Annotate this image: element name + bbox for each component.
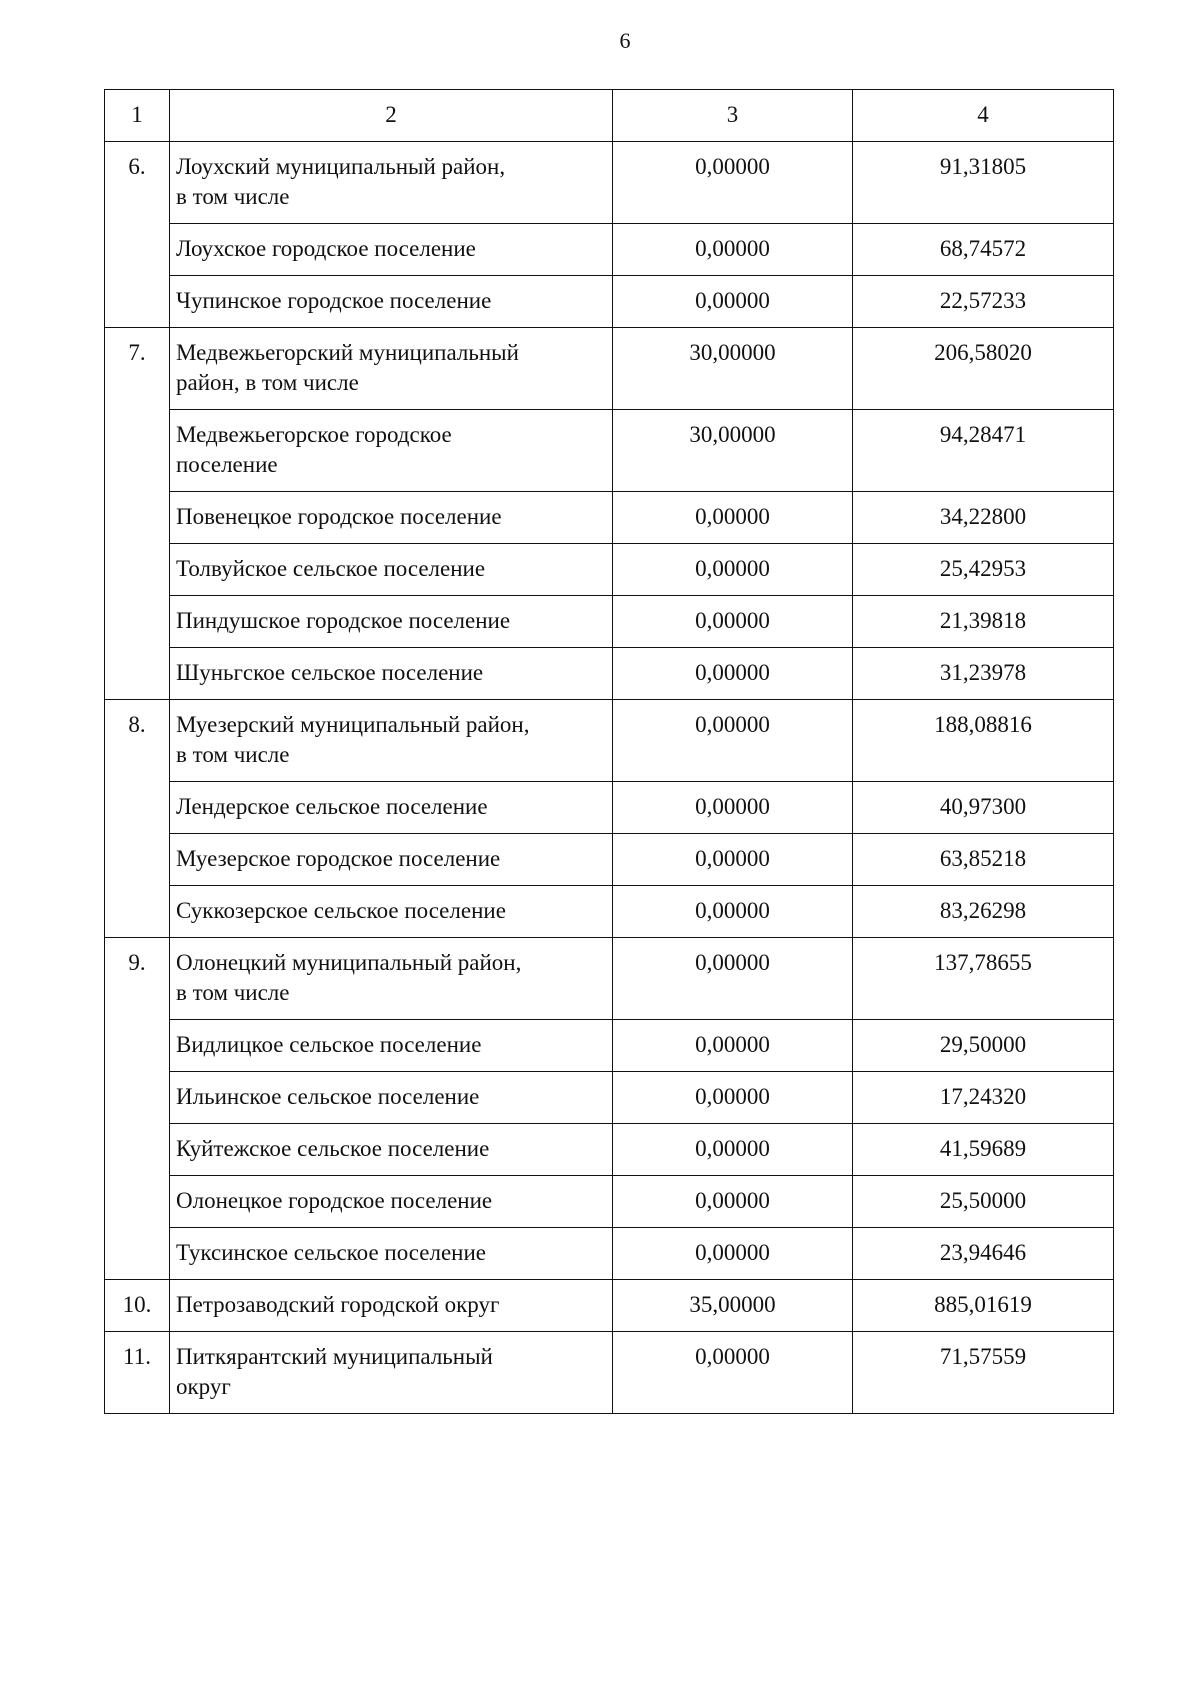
- municipality-name: [170, 328, 613, 410]
- value-column-3: 35,00000: [613, 1280, 853, 1332]
- value-column-4: 22,57233: [853, 276, 1114, 328]
- value-column-4: 23,94646: [853, 1228, 1114, 1280]
- value-column-3: 0,00000: [613, 834, 853, 886]
- table-row: [105, 328, 1114, 410]
- value-column-3: 0,00000: [613, 1332, 853, 1414]
- municipality-name: [170, 1020, 613, 1072]
- municipality-name-line: в том числе: [176, 980, 290, 1005]
- municipality-name-line: Петрозаводский городской округ: [176, 1292, 500, 1317]
- value-column-4: 17,24320: [853, 1072, 1114, 1124]
- municipality-name-line: Олонецкое городское поселение: [176, 1188, 493, 1213]
- table-row: [105, 276, 1114, 328]
- table-row: [105, 1228, 1114, 1280]
- municipality-name: [170, 1332, 613, 1414]
- value-column-3: 0,00000: [613, 544, 853, 596]
- municipality-name-line: Муезерский муниципальный район,: [176, 712, 530, 737]
- table-row: [105, 142, 1114, 224]
- value-column-4: 206,58020: [853, 328, 1114, 410]
- table-row: [105, 1124, 1114, 1176]
- value-column-4: 25,42953: [853, 544, 1114, 596]
- value-column-4: 137,78655: [853, 938, 1114, 1020]
- row-number: 6.: [105, 142, 170, 328]
- table-row: [105, 544, 1114, 596]
- municipality-name: [170, 782, 613, 834]
- municipality-name-line: Лоухский муниципальный район,: [176, 154, 506, 179]
- municipality-name-line: в том числе: [176, 184, 290, 209]
- table-row: [105, 224, 1114, 276]
- page-number: 6: [619, 28, 631, 53]
- value-column-3: 0,00000: [613, 276, 853, 328]
- value-column-3: 0,00000: [613, 596, 853, 648]
- value-column-4: 885,01619: [853, 1280, 1114, 1332]
- value-column-3: 0,00000: [613, 1124, 853, 1176]
- table-row: [105, 700, 1114, 782]
- table-row: [105, 596, 1114, 648]
- municipality-name-line: Ильинское сельское поселение: [176, 1084, 480, 1109]
- value-column-4: 188,08816: [853, 700, 1114, 782]
- municipality-name-line: Лендерское сельское поселение: [176, 794, 488, 819]
- municipality-name-line: Видлицкое сельское поселение: [176, 1032, 482, 1057]
- row-number: 7.: [105, 328, 170, 700]
- municipality-name: [170, 938, 613, 1020]
- municipality-name-line: Медвежьегорское городское: [176, 422, 452, 447]
- municipality-name: [170, 1176, 613, 1228]
- table-row: [105, 492, 1114, 544]
- municipality-name-line: Чупинское городское поселение: [176, 288, 492, 313]
- table-row: [105, 1280, 1114, 1332]
- municipality-name: [170, 492, 613, 544]
- value-column-3: 0,00000: [613, 938, 853, 1020]
- municipality-name-line: Муезерское городское поселение: [176, 846, 501, 871]
- municipality-name-line: Туксинское сельское поселение: [176, 1240, 486, 1265]
- value-column-3: 0,00000: [613, 1020, 853, 1072]
- value-column-4: 21,39818: [853, 596, 1114, 648]
- table-row: [105, 938, 1114, 1020]
- value-column-4: 41,59689: [853, 1124, 1114, 1176]
- value-column-3: 0,00000: [613, 224, 853, 276]
- value-column-3: 30,00000: [613, 410, 853, 492]
- municipality-name: [170, 1228, 613, 1280]
- value-column-3: 0,00000: [613, 782, 853, 834]
- table-row: [105, 648, 1114, 700]
- row-number: 8.: [105, 700, 170, 938]
- table-row: [105, 834, 1114, 886]
- municipality-name: [170, 276, 613, 328]
- municipality-name-line: Повенецкое городское поселение: [176, 504, 502, 529]
- value-column-3: 0,00000: [613, 142, 853, 224]
- municipality-name-line: поселение: [176, 452, 278, 477]
- value-column-4: 29,50000: [853, 1020, 1114, 1072]
- municipality-name: [170, 410, 613, 492]
- table-row: [105, 1176, 1114, 1228]
- municipality-name-line: в том числе: [176, 742, 290, 767]
- municipality-name-line: Лоухское городское поселение: [176, 236, 476, 261]
- table-row: [105, 1332, 1114, 1414]
- municipality-name: [170, 1072, 613, 1124]
- value-column-4: 40,97300: [853, 782, 1114, 834]
- municipality-name: [170, 142, 613, 224]
- table-row: [105, 886, 1114, 938]
- value-column-4: 83,26298: [853, 886, 1114, 938]
- municipality-name-line: Толвуйское сельское поселение: [176, 556, 486, 581]
- municipality-name-line: Олонецкий муниципальный район,: [176, 950, 522, 975]
- municipality-name-line: Питкярантский муниципальный: [176, 1344, 493, 1369]
- municipality-name: [170, 886, 613, 938]
- value-column-4: 71,57559: [853, 1332, 1114, 1414]
- table-body: [105, 90, 1114, 1414]
- value-column-3: 0,00000: [613, 648, 853, 700]
- municipality-name-line: Куйтежское сельское поселение: [176, 1136, 490, 1161]
- municipality-name: [170, 700, 613, 782]
- municipality-name: [170, 834, 613, 886]
- value-column-3: 0,00000: [613, 886, 853, 938]
- allocation-table: [104, 89, 1114, 1414]
- row-number: 10.: [105, 1280, 170, 1332]
- municipality-name: [170, 224, 613, 276]
- municipality-name-line: район, в том числе: [176, 370, 359, 395]
- municipality-name: [170, 544, 613, 596]
- value-column-4: 31,23978: [853, 648, 1114, 700]
- column-number-row: [105, 90, 1114, 142]
- row-number: 11.: [105, 1332, 170, 1414]
- column-number-2: 2: [170, 90, 613, 142]
- table-row: [105, 410, 1114, 492]
- value-column-3: 0,00000: [613, 700, 853, 782]
- value-column-3: 30,00000: [613, 328, 853, 410]
- column-number-3: 3: [613, 90, 853, 142]
- municipality-name: [170, 1124, 613, 1176]
- value-column-3: 0,00000: [613, 1176, 853, 1228]
- value-column-4: 63,85218: [853, 834, 1114, 886]
- value-column-4: 94,28471: [853, 410, 1114, 492]
- table-row: [105, 1020, 1114, 1072]
- municipality-name-line: Пиндушское городское поселение: [176, 608, 511, 633]
- row-number: 9.: [105, 938, 170, 1280]
- value-column-3: 0,00000: [613, 1228, 853, 1280]
- value-column-4: 91,31805: [853, 142, 1114, 224]
- municipality-name-line: Шуньгское сельское поселение: [176, 660, 484, 685]
- value-column-4: 25,50000: [853, 1176, 1114, 1228]
- column-number-4: 4: [853, 90, 1114, 142]
- municipality-name: [170, 596, 613, 648]
- table-row: [105, 782, 1114, 834]
- municipality-name-line: Медвежьегорский муниципальный: [176, 340, 519, 365]
- value-column-3: 0,00000: [613, 1072, 853, 1124]
- municipality-name: [170, 1280, 613, 1332]
- municipality-name-line: округ: [176, 1374, 231, 1399]
- column-number-1: 1: [105, 90, 170, 142]
- value-column-4: 68,74572: [853, 224, 1114, 276]
- value-column-3: 0,00000: [613, 492, 853, 544]
- table-row: [105, 1072, 1114, 1124]
- municipality-name: [170, 648, 613, 700]
- value-column-4: 34,22800: [853, 492, 1114, 544]
- municipality-name-line: Суккозерское сельское поселение: [176, 898, 506, 923]
